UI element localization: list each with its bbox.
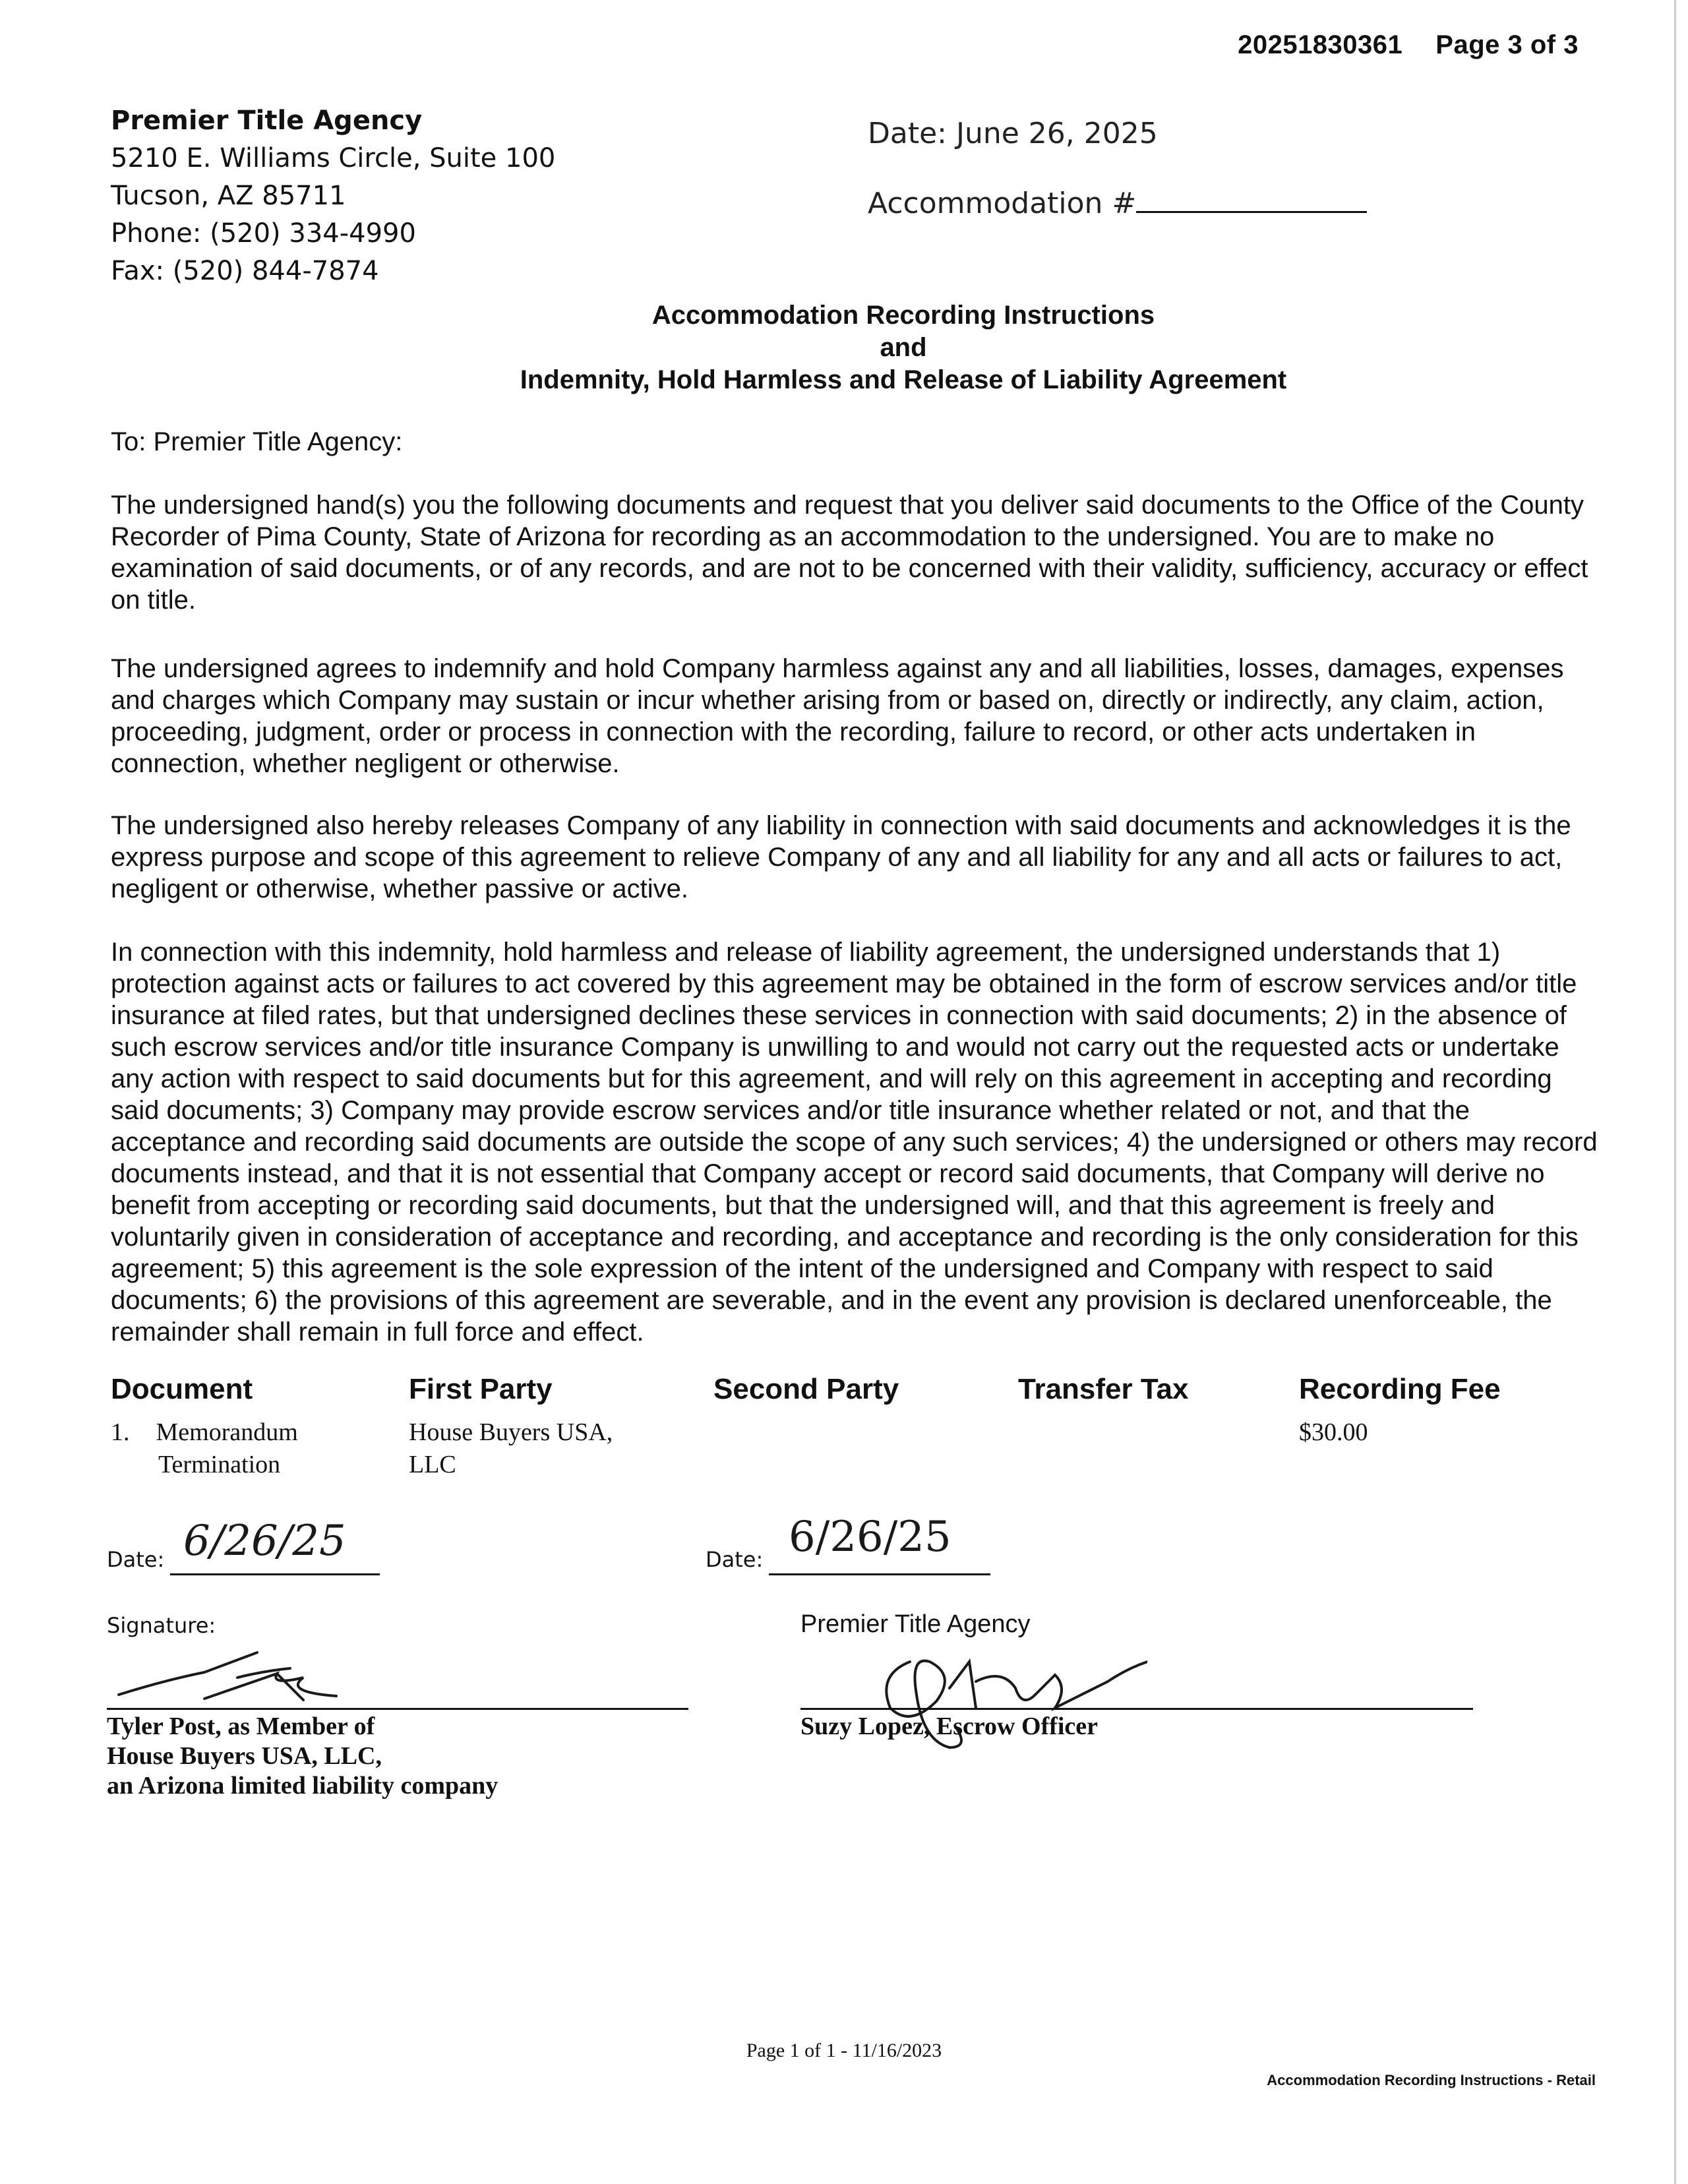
right-signature-scribble xyxy=(857,1635,1147,1761)
document-cell xyxy=(111,1416,298,1481)
title-line2: and xyxy=(880,333,927,362)
document-date: Date: June 26, 2025 xyxy=(868,117,1158,150)
right-signer-company: Premier Title Agency xyxy=(800,1610,1031,1638)
first-party-line1: House Buyers USA, xyxy=(409,1418,613,1446)
row-number: 1. xyxy=(111,1418,130,1446)
paragraph-indemnity: The undersigned agrees to indemnify and hold Company harmless against any and all liabilities, losses, damages, expenses and charges which Company may sustain or incur whether arising from or based on, directly or indirectly, any claim, action, proceeding, judgment, order or process in connection with the recording, failure to record, or other acts undertaken in connection, whether negligent or otherwise. xyxy=(111,654,1564,778)
date-block xyxy=(868,99,1367,239)
right-date-line xyxy=(769,1573,990,1575)
left-signer-line3: an Arizona limited liability company xyxy=(107,1772,498,1800)
agency-block xyxy=(111,102,555,290)
recording-header xyxy=(1238,30,1579,60)
document-title xyxy=(0,299,1688,396)
left-signature-line xyxy=(107,1708,688,1710)
paragraph-instructions: The undersigned hand(s) you the following documents and request that you deliver said documents to the Office of the County Recorder of Pima County, State of Arizona for recording as an accommodation to the undersigned. You are to make no examination of said documents, or of any records, and are not to be concerned with their validity, sufficiency, accuracy or effect on title. xyxy=(111,491,1588,615)
left-signer-line1: Tyler Post, as Member of xyxy=(107,1713,375,1740)
addressee-line: To: Premier Title Agency: xyxy=(111,427,403,456)
column-header-transfer-tax: Transfer Tax xyxy=(1018,1373,1189,1405)
first-party-cell xyxy=(409,1416,613,1481)
agency-address-line1: 5210 E. Williams Circle, Suite 100 xyxy=(111,143,556,173)
column-header-first-party: First Party xyxy=(409,1373,553,1405)
title-line1: Accommodation Recording Instructions xyxy=(651,301,1155,330)
column-header-recording-fee: Recording Fee xyxy=(1299,1373,1501,1405)
title-line3: Indemnity, Hold Harmless and Release of Liability Agreement xyxy=(520,365,1287,394)
page-indicator: Page 3 of 3 xyxy=(1435,30,1579,59)
right-handwritten-date: 6/26/25 xyxy=(789,1513,951,1562)
accommodation-blank xyxy=(1136,185,1367,213)
accommodation-label: Accommodation # xyxy=(868,187,1137,220)
column-header-second-party: Second Party xyxy=(713,1373,899,1405)
column-header-document: Document xyxy=(111,1373,253,1405)
agency-phone: Phone: (520) 334-4990 xyxy=(111,218,416,249)
form-name: Accommodation Recording Instructions - Retail xyxy=(1267,2072,1596,2088)
agency-name: Premier Title Agency xyxy=(111,106,423,136)
agency-fax: Fax: (520) 844-7874 xyxy=(111,256,379,286)
document-name-line1: Memorandum xyxy=(156,1418,298,1446)
paragraph-understanding: In connection with this indemnity, hold harmless and release of liability agreement, the undersigned understands that 1) protection against acts or failures to act covered by this agreement may be obtained in the form of escrow services and/or title insurance at filed rates, but that undersigned declines these services in connection with said documents; 2) in the absence of such escrow services and/or title insurance Company is unwilling to and would not carry out the requested acts or undertake any action with respect to said documents but for this agreement, and will rely on this agreement in accepting and recording said documents; 3) Company may provide escrow services and/or title insurance whether related or not, and that the acceptance and recording said documents are outside the scope of any such services; 4) the undersigned or others may record documents instead, and that it is not essential that Company accept or record said documents, that Company will derive no benefit from accepting or recording said documents, but that the undersigned will, and that this agreement is freely and voluntarily given in consideration of acceptance and recording, and acceptance and recording is the only consideration for this agreement; 5) this agreement is the sole expression of the intent of the undersigned and Company with respect to said documents; 6) the provisions of this agreement are severable, and in the event any provision is declared unenforceable, the remainder shall remain in full force and effect. xyxy=(111,938,1598,1347)
record-number: 20251830361 xyxy=(1238,30,1403,59)
page-footer: Page 1 of 1 - 11/16/2023 xyxy=(746,2040,942,2061)
document-name-line2: Termination xyxy=(158,1451,281,1478)
first-party-line2: LLC xyxy=(409,1451,456,1478)
agency-address-line2: Tucson, AZ 85711 xyxy=(111,181,346,211)
right-signer-caption: Suzy Lopez, Escrow Officer xyxy=(800,1713,1098,1740)
accommodation-number xyxy=(868,169,1367,239)
paragraph-release: The undersigned also hereby releases Company of any liability in connection with said documents and acknowledges it is the express purpose and scope of this agreement to relieve Company of any and all liability for any and all acts or failures to act, negligent or otherwise, whether passive or active. xyxy=(111,811,1571,903)
signature-label: Signature: xyxy=(107,1613,216,1638)
right-signature-line xyxy=(800,1708,1473,1710)
right-date-label: Date: xyxy=(706,1547,764,1572)
left-signer-line2: House Buyers USA, LLC, xyxy=(107,1742,382,1770)
left-signer-caption xyxy=(107,1712,498,1801)
recording-fee-cell: $30.00 xyxy=(1299,1418,1368,1446)
left-signature-scribble xyxy=(106,1634,369,1713)
left-date-label: Date: xyxy=(107,1547,165,1572)
left-date-line xyxy=(170,1573,380,1575)
left-handwritten-date: 6/26/25 xyxy=(183,1517,346,1565)
